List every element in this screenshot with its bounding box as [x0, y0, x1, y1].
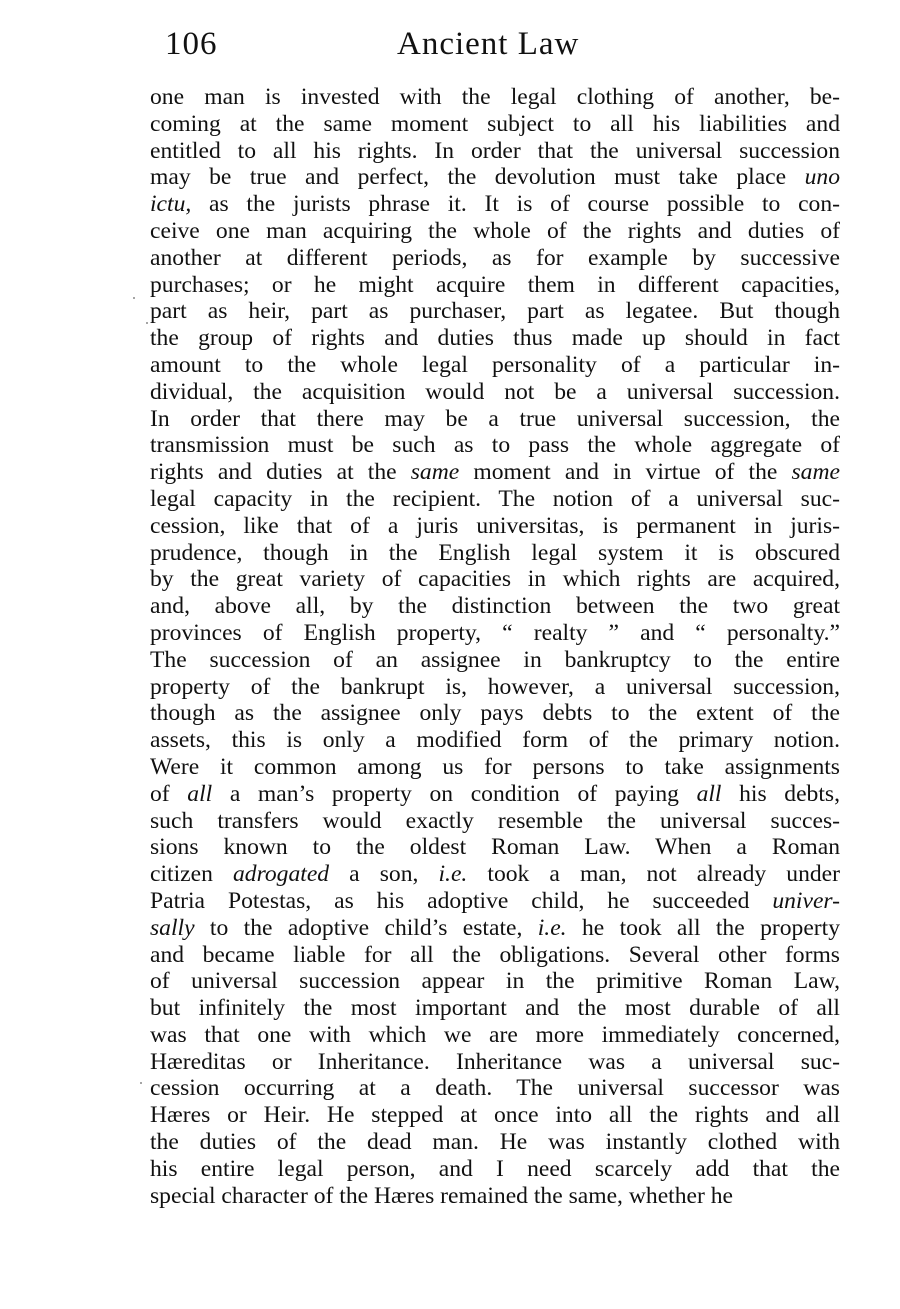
- text-line: [150, 727, 840, 754]
- text-line: [150, 593, 840, 620]
- text-segment: though as the assignee only pays debts to the extent of the: [150, 700, 840, 727]
- text-segment: cession occurring at a death. The universal successor was: [150, 1075, 840, 1102]
- text-segment: by the great variety of capacities in which rights are acquired,: [150, 566, 840, 593]
- running-head: Ancient Law: [397, 26, 580, 62]
- text-line: [150, 834, 840, 861]
- text-segment: a man’s property on condition of paying: [212, 780, 697, 807]
- text-segment: special character of the Hæres remained the same, whether he: [150, 1182, 734, 1209]
- text-line: [150, 861, 840, 888]
- text-segment: Were it common among us for persons to take assignments: [150, 753, 840, 780]
- text-line: [150, 674, 840, 701]
- text-segment: to the adoptive child’s estate,: [194, 914, 538, 941]
- page-number: 106: [165, 26, 218, 62]
- text-segment: a son,: [329, 861, 439, 888]
- text-segment: transmission must be such as to pass the whole aggregate of: [150, 432, 840, 459]
- text-line: [150, 968, 840, 995]
- scan-speck: [133, 297, 135, 299]
- text-segment: The succession of an assignee in bankruptcy to the entire: [150, 646, 840, 673]
- text-line: [150, 218, 840, 245]
- text-segment: may be true and perfect, the devolution must take place: [150, 164, 805, 191]
- text-line: [150, 647, 840, 674]
- text-segment: moment and in virtue of the: [459, 459, 792, 486]
- text-line: [150, 459, 840, 486]
- text-line: [150, 754, 840, 781]
- text-line: [150, 1075, 840, 1102]
- text-segment: Hæres or Heir. He stepped at once into all the rights and all: [150, 1102, 840, 1129]
- italic-text: adrogated: [232, 861, 330, 888]
- text-segment: and became liable for all the obligations. Several other forms: [150, 941, 840, 968]
- text-line: [150, 245, 840, 272]
- text-line: [150, 995, 840, 1022]
- scan-speck: [146, 322, 148, 324]
- text-line: [150, 513, 840, 540]
- text-line: [150, 138, 840, 165]
- text-line: [150, 1156, 840, 1183]
- text-line: [150, 620, 840, 647]
- body-text: [150, 84, 840, 1209]
- text-line: [150, 432, 840, 459]
- text-segment: of: [150, 780, 188, 807]
- text-line: [150, 915, 840, 942]
- text-segment: legal capacity in the recipient. The notion of a universal suc-: [150, 485, 840, 512]
- text-line: [150, 164, 840, 191]
- text-segment: Hæreditas or Inheritance. Inheritance was a universal suc-: [150, 1048, 840, 1075]
- text-segment: sions known to the oldest Roman Law. When a Roman: [150, 834, 840, 861]
- text-line: [150, 808, 840, 835]
- italic-text: i.e.: [438, 861, 468, 888]
- text-line: [150, 1183, 840, 1210]
- text-segment: was that one with which we are more immediately concerned,: [150, 1021, 840, 1048]
- text-segment: prudence, though in the English legal system it is obscured: [150, 539, 840, 566]
- text-segment: ceive one man acquiring the whole of the rights and duties of: [150, 217, 840, 244]
- text-line: [150, 191, 840, 218]
- text-segment: and, above all, by the distinction between the two great: [150, 593, 840, 620]
- text-segment: provinces of English property, “ realty ” and “ personalty.”: [150, 619, 840, 646]
- text-segment: but infinitely the most important and the most durable of all: [150, 995, 840, 1022]
- italic-text: sally: [150, 914, 195, 941]
- italic-text: univer-: [772, 887, 840, 914]
- text-line: [150, 352, 840, 379]
- text-segment: of universal succession appear in the primitive Roman Law,: [150, 968, 840, 995]
- text-line: [150, 888, 840, 915]
- text-segment: the duties of the dead man. He was instantly clothed with: [150, 1129, 840, 1156]
- text-line: [150, 325, 840, 352]
- text-segment: his entire legal person, and I need scarcely add that the: [150, 1155, 840, 1182]
- text-line: [150, 84, 840, 111]
- text-line: [150, 1022, 840, 1049]
- text-line: [150, 1049, 840, 1076]
- text-line: [150, 942, 840, 969]
- text-segment: rights and duties at the: [150, 459, 411, 486]
- text-segment: such transfers would exactly resemble the universal succes-: [150, 807, 840, 834]
- text-segment: entitled to all his rights. In order that the universal succession: [150, 137, 840, 164]
- text-segment: property of the bankrupt is, however, a universal succession,: [150, 673, 840, 700]
- text-line: [150, 1102, 840, 1129]
- text-segment: his debts,: [721, 780, 840, 807]
- italic-text: same: [791, 459, 840, 486]
- text-segment: coming at the same moment subject to all his liabilities and: [150, 110, 840, 137]
- text-segment: dividual, the acquisition would not be a universal succession.: [150, 378, 840, 405]
- text-line: [150, 379, 840, 406]
- text-segment: took a man, not already under: [467, 861, 840, 888]
- text-segment: In order that there may be a true universal succession, the: [150, 405, 840, 432]
- italic-text: uno: [804, 164, 840, 191]
- text-segment: citizen: [150, 861, 233, 888]
- italic-text: all: [187, 780, 213, 807]
- text-line: [150, 566, 840, 593]
- text-segment: the group of rights and duties thus made up should in fact: [150, 325, 840, 352]
- text-segment: another at different periods, as for example by successive: [150, 244, 840, 271]
- text-line: [150, 406, 840, 433]
- italic-text: all: [696, 780, 722, 807]
- text-segment: amount to the whole legal personality of a particular in-: [150, 351, 840, 378]
- text-line: [150, 272, 840, 299]
- text-segment: part as heir, part as purchaser, part as legatee. But though: [150, 298, 840, 325]
- text-line: [150, 486, 840, 513]
- text-line: [150, 111, 840, 138]
- page-header: [165, 26, 835, 70]
- text-segment: as the jurists phrase it. It is of course possible to con-: [191, 191, 840, 218]
- italic-text: same: [410, 459, 460, 486]
- text-segment: cession, like that of a juris universitas, is permanent in juris-: [150, 512, 840, 539]
- text-line: [150, 781, 840, 808]
- text-segment: one man is invested with the legal clothing of another, be-: [150, 84, 840, 110]
- scan-speck: [140, 1082, 142, 1084]
- text-segment: he took all the property: [566, 914, 840, 941]
- italic-text: i.e.: [537, 914, 567, 941]
- text-segment: assets, this is only a modified form of the primary notion.: [150, 727, 840, 754]
- text-line: [150, 1129, 840, 1156]
- text-segment: Patria Potestas, as his adoptive child, he succeeded: [150, 887, 773, 914]
- text-line: [150, 700, 840, 727]
- text-segment: purchases; or he might acquire them in different capacities,: [150, 271, 840, 298]
- italic-text: ictu,: [150, 191, 192, 218]
- text-line: [150, 298, 840, 325]
- text-line: [150, 540, 840, 567]
